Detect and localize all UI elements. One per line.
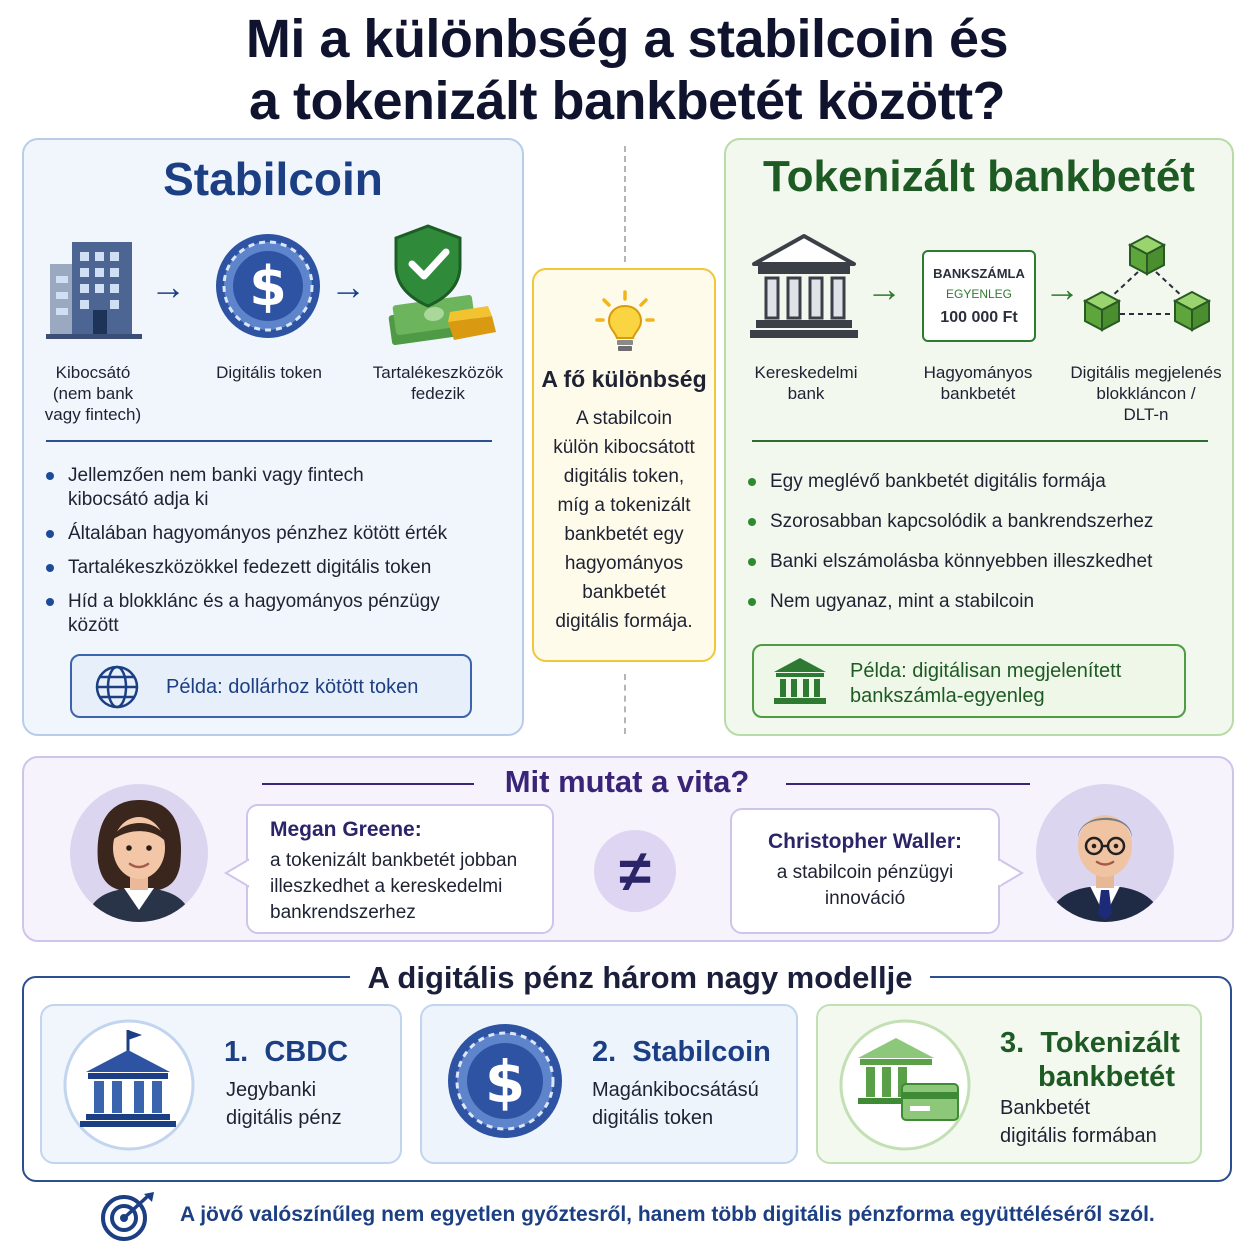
list-item: Jellemzően nem banki vagy fintech kibocsátó adja ki — [44, 464, 504, 512]
model-title: 1. CBDC — [224, 1036, 349, 1068]
model-title: 3. Tokenizált bankbetét — [1000, 1027, 1180, 1093]
quote-bubble-megan — [246, 804, 554, 934]
tokenized-title: Tokenizált bankbetét — [763, 152, 1195, 201]
list-item: Banki elszámolásba könnyebben illeszkedhet — [746, 550, 1216, 574]
arrow-right-icon: → — [330, 266, 366, 307]
account-card-icon: BANKSZÁMLA EGYENLEG 100 000 Ft — [922, 250, 1036, 342]
difference-title: A fő különbség — [541, 366, 707, 392]
list-item: Egy meglévő bankbetét digitális formája — [746, 470, 1216, 494]
arrow-right-icon: → — [866, 268, 902, 309]
list-item: Általában hagyományos pénzhez kötött érték — [44, 522, 504, 546]
title-line-2: a tokenizált bankbetét között? — [248, 71, 1006, 131]
speaker-name: Christopher Waller: — [767, 830, 963, 853]
debate-title: Mit mutat a vita? — [504, 764, 750, 799]
quote-bubble-waller — [730, 808, 1000, 934]
flow-label-reserves: Tartalékeszközök fedezik — [372, 363, 504, 403]
divider — [46, 440, 492, 442]
arrow-right-icon: → — [150, 266, 186, 307]
footer-conclusion: A jövő valószínűleg nem egyetlen győztesről, hanem több digitális pénzforma együttéléséről szól. — [180, 1203, 1155, 1226]
difference-text: A stabilcoin külön kibocsátott digitális token, míg a tokenizált bankbetét egy hagyományos bankbetét digitális formája. — [553, 408, 695, 632]
stablecoin-example: Példa: dollárhoz kötött token — [166, 676, 419, 698]
tokenized-example: Példa: digitálisan megjelenített bankszámla-egyenleg — [850, 660, 1122, 707]
quote-text: a stabilcoin pénzügyi innováció — [776, 862, 954, 909]
svg-text:$: $ — [249, 255, 287, 318]
separator-line — [624, 674, 626, 734]
target-icon — [100, 1192, 156, 1242]
list-item: Tartalékeszközökkel fedezett digitális token — [44, 556, 504, 580]
title-line-1: Mi a különbség a stabilcoin és — [245, 9, 1009, 69]
quote-text: a tokenizált bankbetét jobban illeszkedhet a kereskedelmi bankrendszerhez — [270, 850, 518, 923]
central-bank-icon — [62, 1018, 196, 1152]
divider — [752, 440, 1208, 442]
flow-label-blockchain: Digitális megjelenés blokkláncon / DLT-n — [1070, 363, 1222, 424]
models-title: A digitális pénz három nagy modellje — [350, 960, 930, 996]
blockchain-cubes-icon — [1080, 232, 1214, 340]
model-description: Jegybanki digitális pénz — [226, 1079, 342, 1129]
flow-label-token: Digitális token — [216, 363, 322, 382]
stablecoin-bullets — [44, 464, 504, 648]
arrow-right-icon: → — [1044, 268, 1080, 309]
tokenized-bullets — [746, 470, 1216, 630]
dollar-coin-icon — [446, 1022, 564, 1140]
bubble-tail — [998, 858, 1024, 888]
bank-building-icon — [748, 232, 860, 340]
bank-card-icon — [838, 1018, 972, 1152]
list-item: Nem ugyanaz, mint a stabilcoin — [746, 590, 1216, 614]
model-title: 2. Stabilcoin — [592, 1036, 771, 1068]
dollar-coin-icon — [214, 232, 322, 340]
page-title — [0, 8, 1254, 132]
shield-cash-icon — [384, 222, 498, 352]
bank-icon — [772, 656, 828, 706]
speaker-name: Megan Greene: — [270, 818, 422, 841]
list-item: Híd a blokklánc és a hagyományos pénzügy között — [44, 590, 504, 638]
lightbulb-icon — [594, 290, 656, 356]
flow-label-issuer: Kibocsátó (nem bank vagy fintech) — [44, 363, 142, 424]
bubble-tail — [224, 858, 250, 888]
avatar-christopher-waller — [1034, 782, 1176, 924]
flow-label-commercial-bank: Kereskedelmi bank — [754, 363, 858, 403]
model-description: Magánkibocsátású digitális token — [592, 1079, 759, 1129]
avatar-megan-greene — [68, 782, 210, 924]
svg-text:$: $ — [484, 1048, 526, 1116]
stablecoin-title: Stabilcoin — [163, 153, 383, 205]
office-building-icon — [46, 236, 142, 340]
not-equal-icon: ≠ — [594, 830, 676, 912]
list-item: Szorosabban kapcsolódik a bankrendszerhez — [746, 510, 1216, 534]
globe-icon — [94, 664, 140, 710]
model-description: Bankbetét digitális formában — [1000, 1097, 1157, 1147]
flow-label-deposit: Hagyományos bankbetét — [923, 363, 1033, 403]
separator-line — [624, 146, 626, 262]
